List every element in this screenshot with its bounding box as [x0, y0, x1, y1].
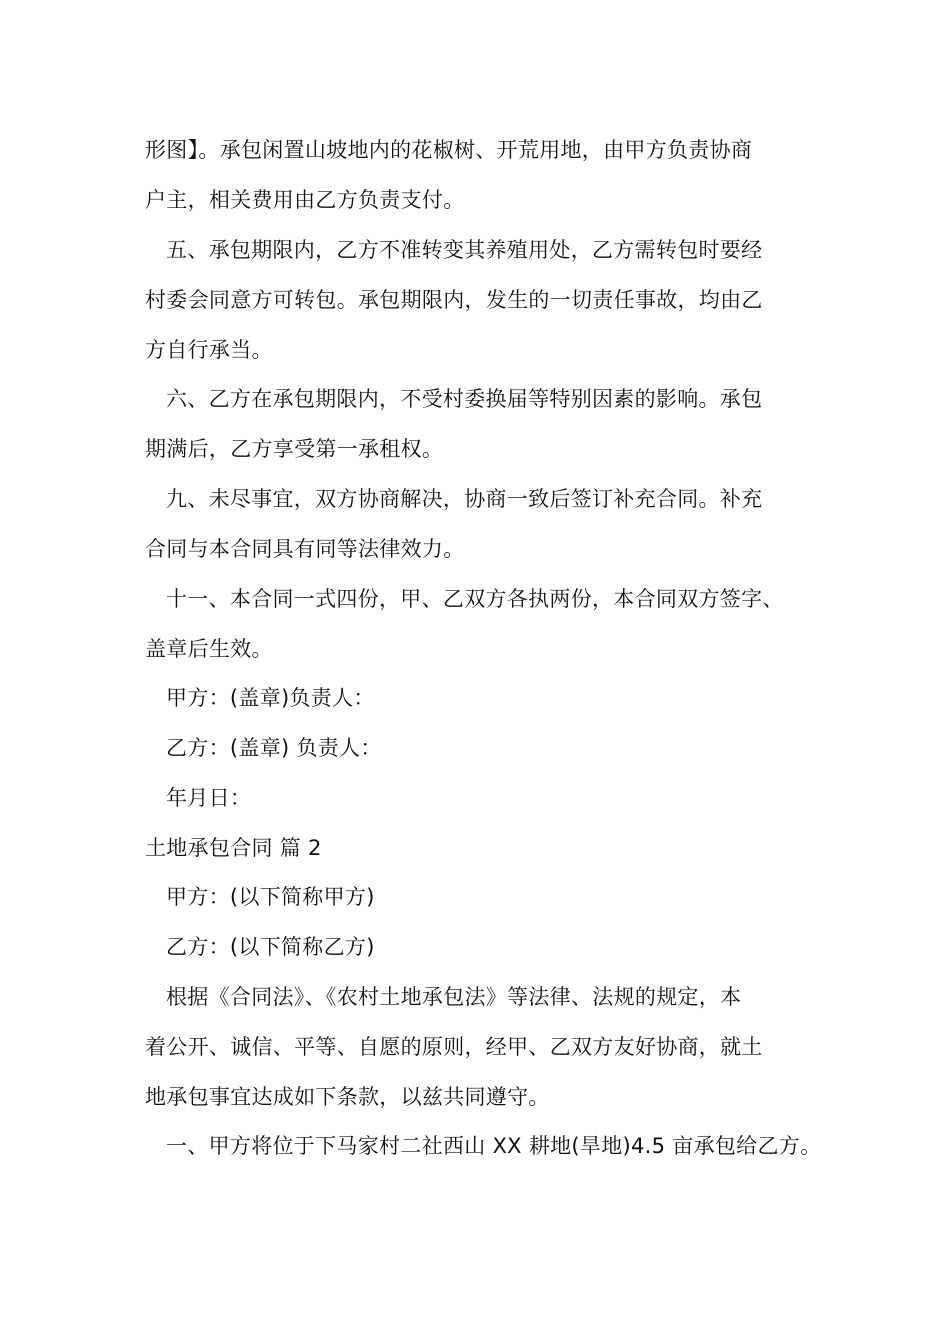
text-line-21: 一、甲方将位于下马家村二社西山 XX 耕地(旱地)4.5 亩承包给乙方。 — [166, 1134, 822, 1158]
text-line-17: 乙方：(以下简称乙方) — [166, 935, 375, 959]
text-line-10: 十一、本合同一式四份，甲、乙双方各执两份，本合同双方签字、 — [166, 587, 784, 611]
text-line-13: 乙方：(盖章) 负责人： — [166, 736, 382, 760]
text-line-9: 合同与本合同具有同等法律效力。 — [145, 537, 465, 561]
text-line-19: 着公开、诚信、平等、自愿的原则，经甲、乙双方友好协商，就土 — [145, 1035, 763, 1059]
text-line-4: 村委会同意方可转包。承包期限内，发生的一切责任事故，均由乙 — [145, 288, 763, 312]
text-line-5: 方自行承当。 — [145, 338, 273, 362]
text-line-16: 甲方：(以下简称甲方) — [166, 885, 375, 909]
text-line-12: 甲方：(盖章)负责人： — [166, 686, 375, 710]
text-line-8: 九、未尽事宜，双方协商解决，协商一致后签订补充合同。补充 — [166, 487, 763, 511]
text-line-1: 形图】。承包闲置山坡地内的花椒树、开荒用地，由甲方负责协商 — [145, 138, 753, 162]
text-line-3: 五、承包期限内，乙方不准转变其养殖用处，乙方需转包时要经 — [166, 238, 763, 262]
text-line-7: 期满后，乙方享受第一承租权。 — [145, 437, 444, 461]
section-heading: 土地承包合同 篇 2 — [145, 836, 322, 860]
text-line-2: 户主，相关费用由乙方负责支付。 — [145, 188, 465, 212]
text-line-18: 根据《合同法》、《农村土地承包法》等法律、法规的规定，本 — [166, 985, 742, 1009]
text-line-20: 地承包事宜达成如下条款，以兹共同遵守。 — [145, 1085, 550, 1109]
text-line-6: 六、乙方在承包期限内，不受村委换届等特别因素的影响。承包 — [166, 387, 763, 411]
text-line-11: 盖章后生效。 — [145, 637, 273, 661]
text-line-14: 年月日： — [166, 786, 252, 810]
